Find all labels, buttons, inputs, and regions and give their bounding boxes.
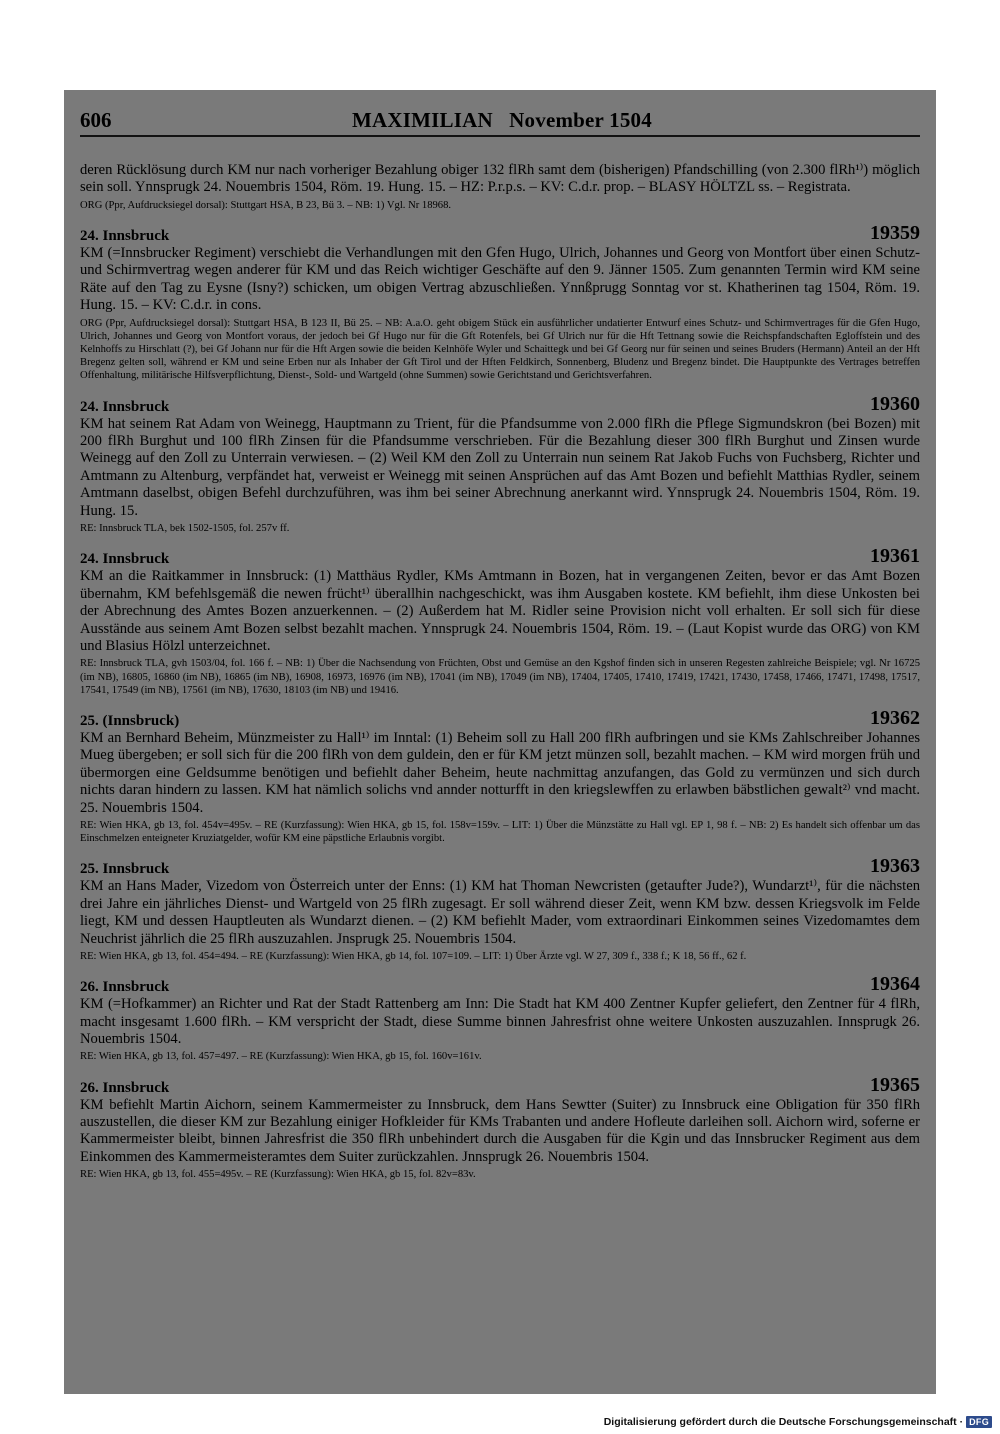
entry-place: 25. (Innsbruck) [80,712,180,729]
entry-19364 [80,973,920,1063]
entry-text: KM an die Raitkammer in Innsbruck: (1) Matthäus Rydler, KMs Amtmann in Bozen, hat in vergangenen Zeiten, bevor er das Amt Bozen übernahm, KM befehlsgemäß die newen frücht¹⁾ überallhin nachgeschickt, was ihm Ausgaben kostete. KM befiehlt, ihm diese Unkosten bei der Abrechnung des Amtes Bozen anzuerkennen. – (2) Außerdem hat M. Ridler seine Provision nicht voll erhalten. Er soll sich für diese Ausstände aus seinem Amt Bozen selbst bezahlt machen. Ynnsprugk 24. Nouembris 1504, Röm. 19. – (Laut Kopist wurde das ORG) von KM und Blasius Hölzl unterzeichnet. [80,568,920,654]
credit-text: Digitalisierung gefördert durch die Deutsche Forschungsgemeinschaft · [603,1416,964,1428]
entry-header [80,706,920,730]
entry-19360 [80,392,920,536]
entry-text: KM (=Hofkammer) an Richter und Rat der Stadt Rattenberg am Inn: Die Stadt hat KM 400 Zentner Kupfer geliefert, den Zentner für 4 flRh, macht insgesamt 1.600 flRh. – KM verspricht der Stadt, diese Summe binnen Jahresfrist ohne weitere Unkosten auszuzahlen. Innsprugk 26. Nouembris 1504. [80,996,920,1048]
entry-note: RE: Wien HKA, gb 13, fol. 454=494. – RE (Kurzfassung): Wien HKA, gb 14, fol. 107=109. – LIT: 1) Über Ärzte vgl. W 27, 309 f., 338 f.; K 18, 56 ff., 62 f. [80,951,747,962]
page-body [80,162,920,1181]
running-head [80,108,920,136]
entry-text: KM befiehlt Martin Aichorn, seinem Kammermeister zu Innsbruck, dem Hans Sewtter (Suiter) zu Innsbruck eine Obligation für 350 flRh auszustellen, die dieser KM zur Bezahlung einiger Hofkleider für KMs Trabanten und andere Hofleute darleihen soll. Aichorn wird, soferne er Kammermeister bleibt, binnen Jahresfrist die 350 flRh unbehindert durch die Ausgaben für die Kgin und das Innsbrucker Regiment aus dem Einkommen des Kammermeisteramtes dem Suiter zurückzahlen. Jnnsprugk 26. Nouembris 1504. [80,1096,920,1165]
entry-note: RE: Wien HKA, gb 13, fol. 454v=495v. – RE (Kurzfassung): Wien HKA, gb 15, fol. 158v=159v. – LIT: 1) Über die Münzstätte zu Hall vgl. EP 1, 98 f. – NB: 2) Es handelt sich offenbar um das Einschmelzen enteigneter Kruziatgelder, wofür KM eine päpstliche Erlaubnis vorgibt. [80,819,920,845]
entry-text: KM an Hans Mader, Vizedom von Österreich unter der Enns: (1) KM hat Thoman Newcristen (getaufter Jude?), Wundarzt¹⁾, für die nächsten drei Jahre ein jährliches Dienst- und Wartgeld von 25 flRh zugesagt. Er soll während dieser Zeit, wenn KM bzw. dessen Kriegsvolk im Felde liegt, KM und dessen Hauptleuten als Wundarzt dienen. – (2) KM befiehlt Mader, vom extraordinari Einkommen seines Vizedomamtes dem Neuchrist jährlich die 25 flRh auszuzahlen. Jnsprugk 25. Nouembris 1504. [80,878,920,947]
entry-19359 [80,222,920,383]
entry-19361 [80,545,920,697]
entry-text: KM an Bernhard Beheim, Münzmeister zu Hall¹⁾ im Inntal: (1) Beheim soll zu Hall 200 flRh aufbringen und sie KMs Zahlschreiber Johannes Mueg übergeben; er soll sich für die 200 flRh von dem guldein, den er für KM jetzt münzen soll, bezahlt machen. – KM wird morgen früh und übermorgen eine Geldsumme benötigen und befiehlt daher Beheim, heute nachmittag anzufangen, das Gold zu vermünzen und sich durch nichts daran hindern zu lassen. KM hat nämlich solichs vnd annder notturfft in den kriegslewffen zu erlawben bäbstlichen gewalt²⁾ vnd macht. 25. Nouembris 1504. [80,729,920,816]
entry-number: 19359 [870,222,920,245]
entry-text: KM hat seinem Rat Adam von Weinegg, Hauptmann zu Trient, für die Pfandsumme von 2.000 flRh die Pflege Sigmundskron (bei Bozen) mit 200 flRh Burghut und 100 flRh Zinsen für die Pfandsumme verschrieben. Für die Bezahlung dieser 300 flRh Burghut und Zinsen wurde Weinegg auf den Zoll zu Unterrain verwiesen. – (2) Weil KM den Zoll zu Unterrain nun seinem Rat Jakob Fuchs von Fuchsberg, Richter und Amtmann zu Altenburg, verpfändet hat, verweist er Weinegg mit seinen Ansprüchen auf das Amt Bozen und befiehlt Matthias Rydler, seinem Amtmann daselbst, obigen Befehl durchzuführen, was ihm bei seiner Abrechnung anerkannt wird. Ynnsprugk 24. Nouembris 1504, Röm. 19. Hung. 15. [80,415,920,519]
entry-header [80,973,920,996]
entry-place: 26. Innsbruck [80,1079,170,1096]
entry-19365 [80,1073,920,1182]
header-rule [80,135,920,137]
intro-paragraph: deren Rücklösung durch KM nur nach vorheriger Bezahlung obiger 132 flRh samt dem (bisherigen) Pfandschilling (von 2.300 flRh¹⁾) möglich sein soll. Ynnsprugk 24. Nouembris 1504, Röm. 19. Hung. 15. – HZ: P.r.p.s. – KV: C.d.r. prop. – BLASY HÖLTZL ss. – Registrata. [80,162,920,196]
entry-place: 24. Innsbruck [80,551,170,568]
entry-header [80,392,920,416]
entry-19362 [80,706,920,845]
entry-number: 19363 [870,855,920,878]
document-page [64,90,936,1394]
entry-note: RE: Innsbruck TLA, bek 1502-1505, fol. 257v ff. [80,523,290,535]
dfg-logo-icon: DFG [966,1416,992,1428]
entry-note: RE: Innsbruck TLA, gvh 1503/04, fol. 166 f. – NB: 1) Über die Nachsendung von Früchten, Obst und Gemüse an den Kgshof finden sich in unseren Regesten zahlreiche Beispiele; vgl. Nr 16725 (im NB), 16805, 16860 (im NB), 16865 (im NB), 16908, 16973, 16976 (im NB), 17041 (im NB), 17049 (im NB), 17404, 17405, 17410, 17419, 17421, 17430, 17458, 17466, 17471, 17498, 17517, 17541, 17549 (im NB), 17561 (im NB), 17630, 18103 (im NB) und 19416. [80,658,920,696]
intro-note: ORG (Ppr, Aufdrucksiegel dorsal): Stuttgart HSA, B 23, Bü 3. – NB: 1) Vgl. Nr 18968. [80,199,452,211]
entry-header [80,222,920,245]
running-title: MAXIMILIAN November 1504 [352,108,652,132]
entry-number: 19362 [870,706,920,729]
digitization-credit [604,1416,992,1428]
entry-note: RE: Wien HKA, gb 13, fol. 457=497. – RE (Kurzfassung): Wien HKA, gb 15, fol. 160v=161v. [80,1051,482,1063]
entry-number: 19364 [870,973,920,996]
entry-header [80,1073,920,1097]
entry-note: ORG (Ppr, Aufdrucksiegel dorsal): Stuttgart HSA, B 123 II, Bü 25. – NB: A.a.O. geht obigem Stück ein ausführlicher undatierter Entwurf eines Schutz- und Schirmvertrages für die Gfen Hugo, Ulrich, Johannes und Georg von Montfort voraus, der jedoch bei Gf Hugo nur für die Gft Rotenfels, bei Gf Ulrich nur für die Hft Tettnang sowie die Reichspfandschaften Egloffstein und des Kelnhoffs zu Hirschlatt (?), bei Gf Johann nur für die Hft Argen sowie die beiden Kelnhöfe Wyler und Schaittegk und bei Gf Georg nur für seinen und seines Bruders (Hermann) Anteil an der Hft Bregenz gelten soll, während er KM und seine Erben nur als Inhaber der Gft Tirol und der Hften Feldkirch, Sonnenberg, Bludenz und Bregenz bindet. Die Hauptpunkte des Vertrages betreffen Offenhaltung, militärische Hilfsverpflichtung, Dienst-, Sold- und Wartgeld (ohne Summen) sowie Gerichtstand und Gerichtsverfahren. [80,317,920,382]
entry-place: 24. Innsbruck [80,228,170,245]
entry-text: KM (=Innsbrucker Regiment) verschiebt die Verhandlungen mit den Gfen Hugo, Ulrich, Johannes und Georg von Montfort über einen Schutz- und Schirmvertrag wegen anderer für KM und das Reich wichtiger Geschäfte auf den 9. Jänner 1505. Zum genannten Termin wird KM seine Räte auf den Tag zu Eysne (Isny?) schicken, um obigen Vertrag abzuschließen. Ynnßprugg Sonntag vor st. Khatherinen tag 1504, Röm. 19. Hung. 15. – KV: C.d.r. in cons. [80,245,920,314]
entry-note: RE: Wien HKA, gb 13, fol. 455=495v. – RE (Kurzfassung): Wien HKA, gb 15, fol. 82v=83v. [80,1169,476,1181]
entry-number: 19361 [870,545,920,568]
entry-header [80,855,920,878]
entry-header [80,545,920,568]
entry-number: 19360 [870,392,920,415]
entry-place: 25. Innsbruck [80,861,170,878]
entry-number: 19365 [870,1073,920,1096]
entry-place: 26. Innsbruck [80,979,170,996]
page-number: 606 [80,108,112,132]
entry-19363 [80,855,920,963]
entry-place: 24. Innsbruck [80,398,170,415]
